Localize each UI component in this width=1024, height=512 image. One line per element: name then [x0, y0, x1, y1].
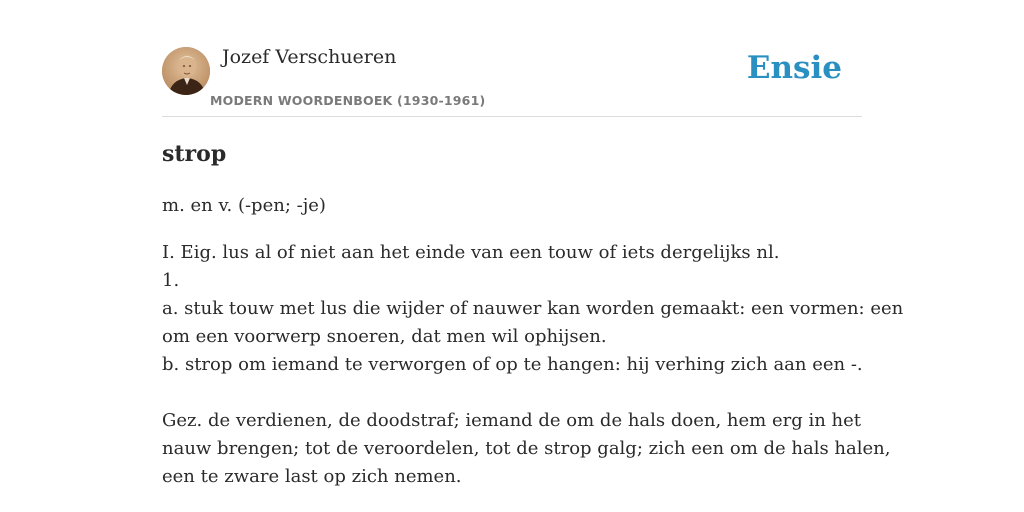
- author-avatar[interactable]: [162, 47, 210, 95]
- grammar-info: m. en v. (-pen; -je): [162, 195, 326, 216]
- definition-line: Gez. de verdienen, de doodstraf; iemand de om de hals doen, hem erg in het: [162, 410, 862, 431]
- definition-line: a. stuk touw met lus die wijder of nauwer kan worden gemaakt: een vormen: een: [162, 298, 904, 319]
- definition-line: I. Eig. lus al of niet aan het einde van een touw of iets dergelijks nl.: [162, 242, 780, 263]
- brand-logo[interactable]: Ensie: [746, 50, 842, 86]
- portrait-image: [162, 47, 210, 95]
- source-name[interactable]: MODERN WOORDENBOEK (1930-1961): [210, 93, 486, 108]
- definition-line: een te zware last op zich nemen.: [162, 466, 462, 487]
- author-name[interactable]: Jozef Verschueren: [222, 46, 397, 68]
- definition-line: b. strop om iemand te verworgen of op te hangen: hij verhing zich aan een -.: [162, 354, 863, 375]
- definition-line: nauw brengen; tot de veroordelen, tot de strop galg; zich een om de hals halen,: [162, 438, 891, 459]
- entry-content: [162, 138, 904, 491]
- header: [162, 44, 862, 117]
- definition: [162, 239, 904, 491]
- definition-line: 1.: [162, 270, 180, 291]
- definition-spacer: [162, 379, 862, 407]
- headword: strop: [162, 141, 227, 167]
- definition-line: om een voorwerp snoeren, dat men wil ophijsen.: [162, 326, 607, 347]
